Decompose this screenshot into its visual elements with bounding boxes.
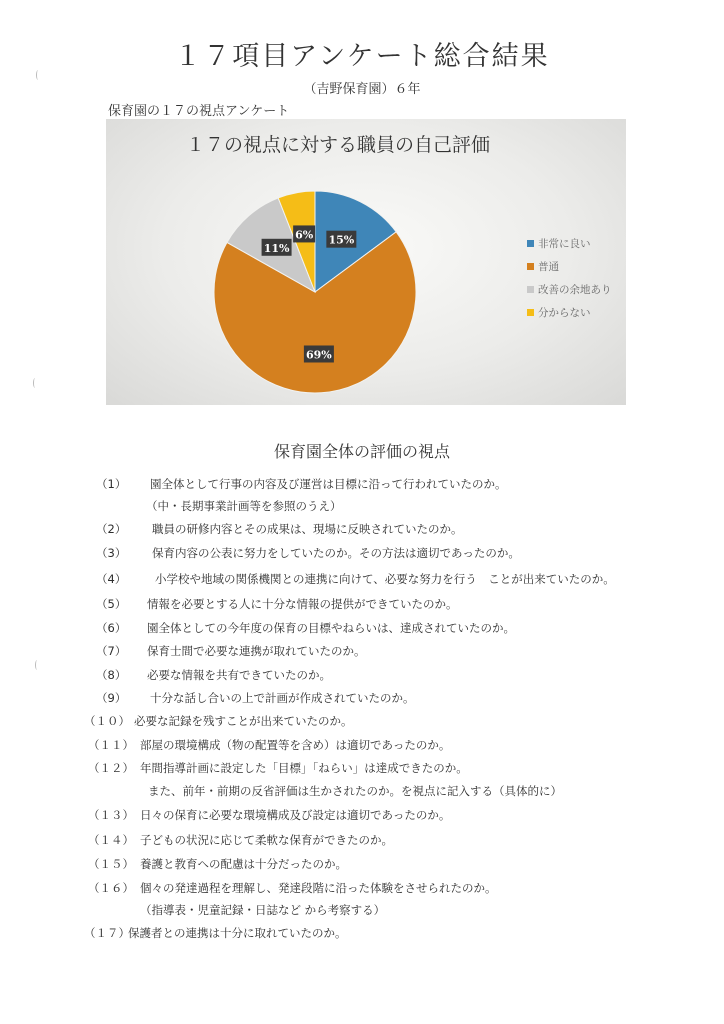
evaluation-item-text: 情報を必要とする人に十分な情報の提供ができていたのか。 xyxy=(147,597,458,611)
pie-value-label-1: 69% xyxy=(306,348,332,362)
evaluation-item-text: 個々の発達過程を理解し、発達段階に沿った体験をさせられたのか。 xyxy=(140,881,497,895)
legend-label-3: 分からない xyxy=(538,307,591,319)
evaluation-item-number: （9） xyxy=(96,691,127,705)
scan-mark xyxy=(33,378,37,388)
evaluation-item-text: 必要な情報を共有できていたのか。 xyxy=(147,668,331,682)
evaluation-item-text: 保護者との連携は十分に取れていたのか。 xyxy=(128,926,347,940)
evaluation-item-text: 必要な記録を残すことが出来ていたのか。 xyxy=(134,714,353,728)
evaluation-item-text: 年間指導計画に設定した「目標」「ねらい」は達成できたのか。 xyxy=(140,761,468,775)
pie-value-label-0: 15% xyxy=(328,233,355,247)
evaluation-item-text: 日々の保育に必要な環境構成及び設定は適切であったのか。 xyxy=(140,808,451,822)
document-subtitle: （吉野保育園）６年 xyxy=(303,82,421,97)
evaluation-item-number: （3） xyxy=(96,546,127,560)
legend-label-1: 普通 xyxy=(538,261,559,273)
evaluation-item-text: 保育内容の公表に努力をしていたのか。その方法は適切であったのか。 xyxy=(152,546,520,560)
evaluation-item-number: （4） xyxy=(96,572,127,586)
evaluation-item-text: 職員の研修内容とその成果は、現場に反映されていたのか。 xyxy=(152,522,463,536)
evaluation-item-text: また、前年・前期の反省評価は生かされたのか。を視点に記入する（具体的に） xyxy=(148,784,562,798)
evaluation-item-text: 保育士間で必要な連携が取れていたのか。 xyxy=(147,644,366,658)
evaluation-item-number: （１６） xyxy=(88,881,134,895)
evaluation-item-text: 園全体としての今年度の保育の目標やねらいは、達成されていたのか。 xyxy=(147,621,515,635)
evaluation-item-number: （5） xyxy=(96,597,127,611)
evaluation-item-text: （中・長期事業計画等を参照のうえ） xyxy=(146,499,342,513)
evaluation-item-number: （１７） xyxy=(84,926,130,940)
evaluation-item-number: （１１） xyxy=(88,738,134,752)
legend-swatch-2 xyxy=(527,286,534,293)
scan-mark xyxy=(36,70,40,80)
legend-swatch-3 xyxy=(527,309,534,316)
evaluation-item-number: （１０） xyxy=(84,714,130,728)
evaluation-item-number: （1） xyxy=(96,477,127,491)
scan-mark xyxy=(35,660,39,670)
evaluation-item-number: （8） xyxy=(96,668,127,682)
pie-value-label-3: 6% xyxy=(295,228,314,242)
legend-swatch-1 xyxy=(527,263,534,270)
evaluation-item-number: （7） xyxy=(96,644,127,658)
evaluation-item-number: （2） xyxy=(96,522,127,536)
pie-value-label-2: 11% xyxy=(263,241,290,255)
evaluation-item-text: 部屋の環境構成（物の配置等を含め）は適切であったのか。 xyxy=(140,738,451,752)
evaluation-item-number: （6） xyxy=(96,621,127,635)
document-title: １７項目アンケート総合結果 xyxy=(174,41,550,72)
evaluation-item-text: 十分な話し合いの上で計画が作成されていたのか。 xyxy=(150,691,415,705)
evaluation-item-text: 小学校や地域の関係機関との連携に向けて、必要な努力を行う ことが出来ていたのか。 xyxy=(155,572,615,586)
evaluation-item-text: 園全体として行事の内容及び運営は目標に沿って行われていたのか。 xyxy=(150,477,507,491)
pie-chart xyxy=(106,119,626,405)
evaluation-item-number: （１２） xyxy=(88,761,134,775)
evaluation-item-text: （指導表・児童記録・日誌など から考察する） xyxy=(140,903,386,917)
chart-section-label: 保育園の１７の視点アンケート xyxy=(108,104,290,119)
legend-label-2: 改善の余地あり xyxy=(538,284,612,296)
evaluation-item-number: （１３） xyxy=(88,808,134,822)
evaluation-item-number: （１５） xyxy=(88,857,134,871)
evaluation-item-text: 子どもの状況に応じて柔軟な保育ができたのか。 xyxy=(140,833,393,847)
legend-label-0: 非常に良い xyxy=(538,238,591,250)
legend-swatch-0 xyxy=(527,240,534,247)
pie-chart-panel xyxy=(106,119,626,405)
evaluation-item-number: （１４） xyxy=(88,833,134,847)
evaluation-section-heading: 保育園全体の評価の視点 xyxy=(273,442,450,461)
chart-title: １７の視点に対する職員の自己評価 xyxy=(185,134,491,156)
evaluation-item-text: 養護と教育への配慮は十分だったのか。 xyxy=(140,857,347,871)
